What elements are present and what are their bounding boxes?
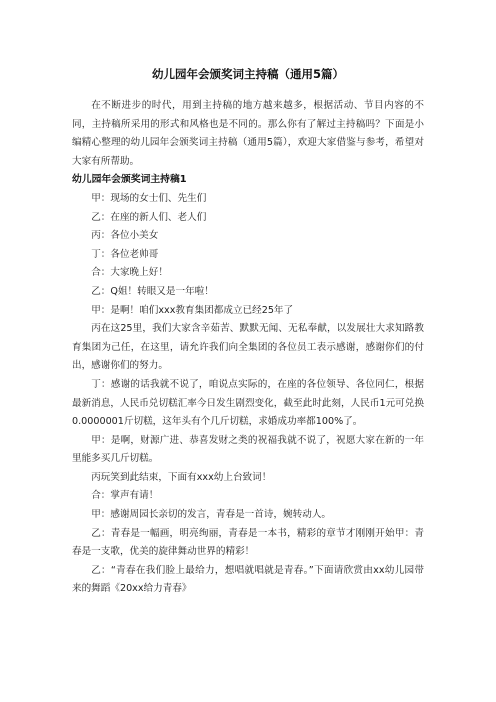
script-line: 乙：“青春在我们脸上最给力，想唱就唱就是青春。”下面请欣赏由xx幼儿园带来的舞蹈《20xx给力青春》 bbox=[72, 564, 424, 595]
intro-paragraph: 在不断进步的时代，用到主持稿的地方越来越多，根据活动、节目内容的不同，主持稿所采用的形式和风格也是不同的。那么你有了解过主持稿吗？下面是小编精心整理的幼儿园年会颁奖词主持稿（通用5篇），欢迎大家借鉴与参考，希望对大家有所帮助。 bbox=[72, 100, 424, 167]
script-line: 乙：在座的新人们、老人们 bbox=[91, 211, 207, 223]
script-line: 合：掌声有请！ bbox=[91, 490, 159, 502]
script-line: 丙：各位小美女 bbox=[91, 230, 159, 242]
script-line: 甲：现场的女士们、先生们 bbox=[91, 192, 207, 204]
script-line: 丁：感谢的话我就不说了，咱说点实际的，在座的各位领导、各位同仁，根据最新消息，人民币兑切糕汇率今日发生剧烈变化，截至此时此刻，人民币1元可兑换0.0000001斤切糕，这年头有个几斤切糕，求婚成功率都100%了。 bbox=[72, 378, 424, 428]
script-line: 甲：是啊！咱们xxx教育集团都成立已经25年了 bbox=[91, 304, 294, 316]
script-line: 丙在这25里，我们大家含辛茹苦、默默无闻、无私奉献，以发展壮大求知路教育集团为己任，在这里，请允许我们向全集团的各位员工表示感谢，感谢你们的付出，感谢你们的努力。 bbox=[72, 323, 424, 372]
script-line: 合：大家晚上好！ bbox=[91, 267, 168, 279]
script-line: 丁：各位老帅哥 bbox=[91, 248, 159, 260]
script-line: 丙玩笑到此结束，下面有xxx幼上台致词！ bbox=[91, 471, 272, 483]
script-line: 甲：是啊，财源广进、恭喜发财之类的祝福我就不说了，祝愿大家在新的一年里能多买几斤切糕。 bbox=[72, 434, 424, 465]
script-line: 乙：青春是一幅画，明亮绚丽，青春是一本书，精彩的章节才刚刚开始甲：青春是一支歌，优美的旋律舞动世界的精彩！ bbox=[72, 527, 424, 558]
section-heading: 幼儿园年会颁奖词主持稿1 bbox=[72, 174, 187, 186]
script-line: 乙：Q姐！转眼又是一年啦！ bbox=[91, 285, 214, 297]
document-title: 幼儿园年会颁奖词主持稿（通用5篇） bbox=[152, 67, 344, 81]
script-line: 甲：感谢周园长亲切的发言，青春是一首诗，婉转动人。 bbox=[91, 509, 332, 521]
